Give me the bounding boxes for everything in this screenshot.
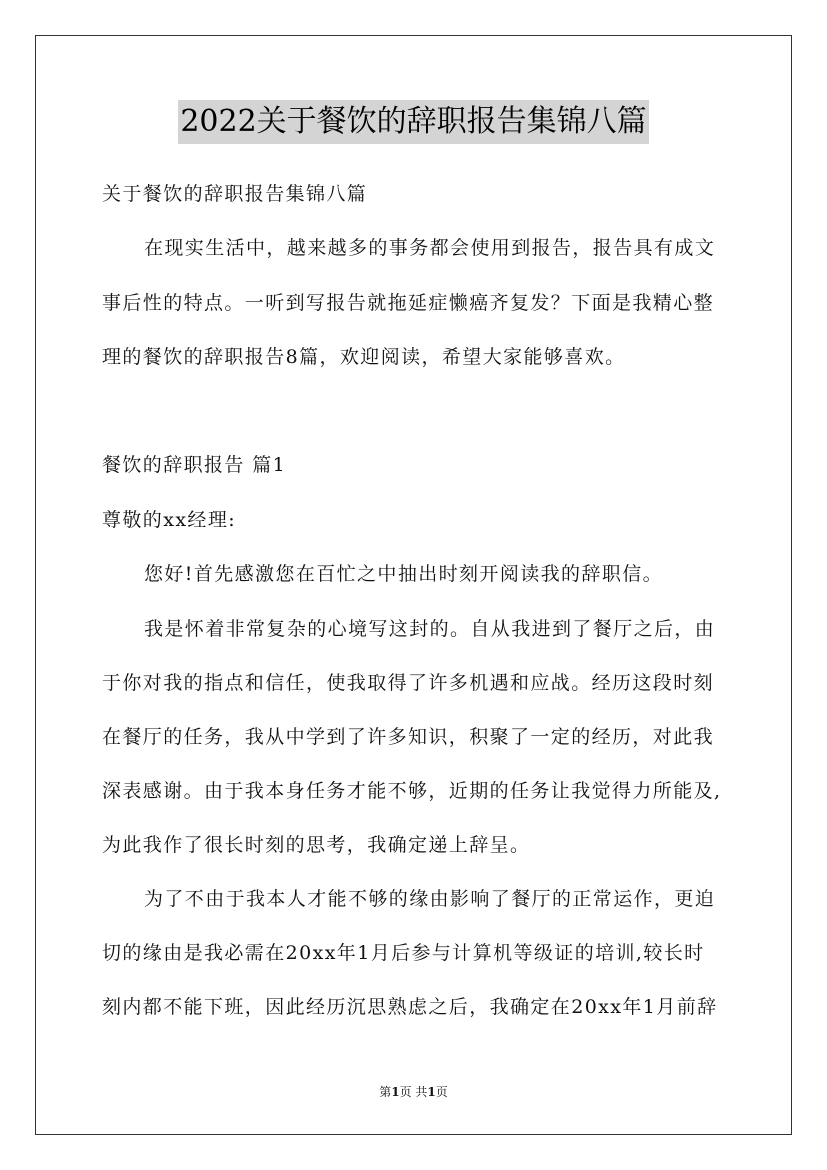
footer-total-pages: 1 <box>427 1085 436 1099</box>
document-title: 2022关于餐饮的辞职报告集锦八篇 <box>178 100 648 144</box>
para3-line-2: 切的缘由是我必需在20xx年1月后参与计算机等级证的培训,较长时 <box>102 942 705 964</box>
page-footer <box>0 1084 827 1100</box>
para2-line-3: 在餐厅的任务，我从中学到了许多知识，积聚了一定的经历，对此我 <box>102 726 715 748</box>
para2-line-5: 为此我作了很长时刻的思考，我确定递上辞呈。 <box>102 834 531 856</box>
para2-line-2: 于你对我的指点和信任，使我取得了许多机遇和应战。经历这段时刻 <box>102 672 715 694</box>
intro-line-1: 在现实生活中，越来越多的事务都会使用到报告，报告具有成文 <box>144 237 716 259</box>
salutation: 尊敬的xx经理: <box>102 509 237 531</box>
section-heading: 餐饮的辞职报告 篇1 <box>102 454 287 476</box>
intro-line-3: 理的餐饮的辞职报告8篇，欢迎阅读，希望大家能够喜欢。 <box>102 346 626 368</box>
para2-line-1: 我是怀着非常复杂的心境写这封的。自从我进到了餐厅之后，由 <box>144 618 716 640</box>
document-subtitle: 关于餐饮的辞职报告集锦八篇 <box>102 183 368 205</box>
para3-line-1: 为了不由于我本人才能不够的缘由影响了餐厅的正常运作，更迫 <box>144 888 716 910</box>
footer-page-prefix: 第 <box>379 1085 392 1099</box>
intro-line-2: 事后性的特点。一听到写报告就拖延症懒癌齐复发？下面是我精心整 <box>102 292 715 314</box>
footer-page-number: 1 <box>391 1085 400 1099</box>
footer-page-suffix: 页 共 <box>399 1085 428 1099</box>
para1-line-1: 您好!首先感激您在百忙之中抽出时刻开阅读我的辞职信。 <box>144 563 664 585</box>
footer-total-suffix: 页 <box>435 1085 448 1099</box>
para3-line-3: 刻内都不能下班，因此经历沉思熟虑之后，我确定在20xx年1月前辞 <box>102 996 718 1018</box>
para2-line-4: 深表感谢。由于我本身任务才能不够，近期的任务让我觉得力所能及, <box>102 780 722 802</box>
title-container <box>0 100 827 144</box>
